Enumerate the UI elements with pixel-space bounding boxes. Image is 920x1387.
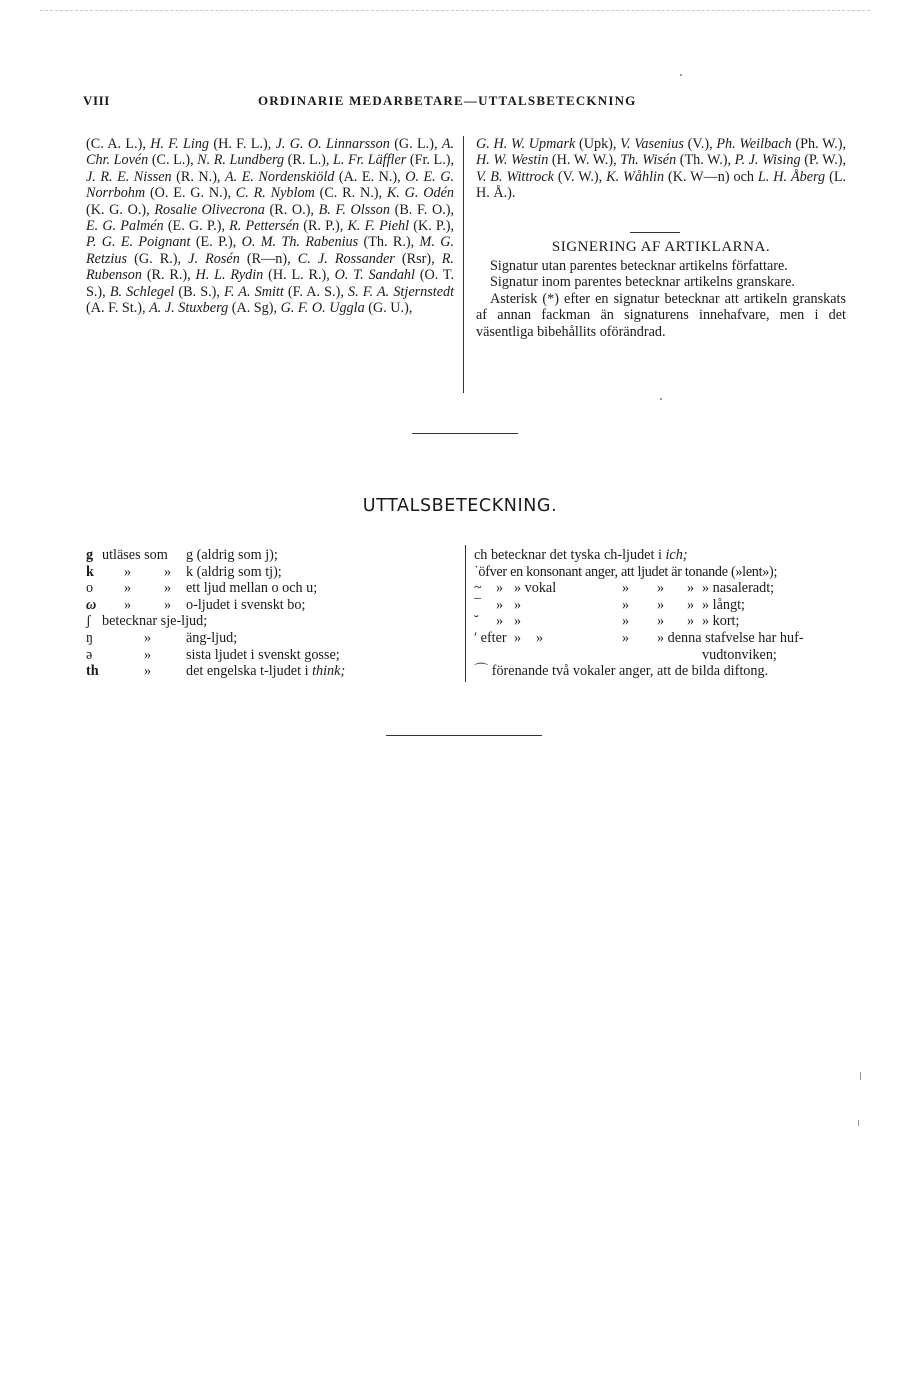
key-marker: » — [164, 563, 172, 580]
contributor-abbreviation: (Fr. L.) — [409, 152, 451, 169]
contributor-name: H. L. Rydin — [195, 267, 264, 284]
key-symbol: ə — [86, 646, 93, 663]
key-marker: » — [514, 629, 522, 646]
key-row — [474, 547, 854, 564]
contributor-abbreviation: (C. R. N.) — [319, 185, 379, 202]
key-marker: » — [144, 646, 152, 663]
key-text — [474, 547, 688, 564]
contributor-name: K. Wåhlin — [606, 168, 665, 185]
key-description: äng-ljud; — [186, 629, 238, 646]
contributor-name: C. R. Nyblom — [235, 185, 315, 202]
contributor-abbreviation: (A. Sg) — [231, 300, 274, 317]
key-marker: » — [687, 613, 695, 630]
key-marker: » — [124, 596, 132, 613]
contributor-abbreviation: (R. P.) — [303, 218, 340, 235]
contributor-name: O. E. G. Norrbohm — [86, 168, 455, 202]
key-marker: » — [657, 580, 665, 597]
key-text-plain: ch betecknar det tyska ch-ljudet i — [474, 547, 662, 563]
key-marker: » — [536, 629, 544, 646]
contributor-abbreviation: (H. L. R.) — [268, 267, 327, 284]
key-description: ett ljud mellan o och u; — [186, 580, 318, 597]
key-marker: » — [622, 629, 630, 646]
contributors-left-column: (C. A. L.), H. F. Ling (H. F. L.), J. G. O. Linnarsson (G. L.), A. Chr. Lovén (C. L.), N. R. Lundberg (R. L.), L. Fr. Läffler (Fr. L.), J. R. E. Nissen (R. N.), A. E. Nordenskiöld (A. E. N.), O. E. G. Norrbohm (O. E. G. N.), C. R. Nyblom (C. R. N.), K. G. Odén (K. G. O.), Rosalie Olivecrona (R. O.), B. F. Olsson (B. F. O.), E. G. Palmén (E. G. P.), R. Pettersén (R. P.), K. F. Piehl (K. P.), P. G. E. Poignant (E. P.), O. M. Th. Rabenius (Th. R.), M. G. Retzius (G. R.), J. Rosén (R—n), C. J. Rossander (Rsr), R. Rubenson (R. R.), H. L. Rydin (H. L. R.), O. T. Sandahl (O. T. S.), B. Schlegel (B. S.), F. A. Smitt (F. A. S.), S. F. A. Stjernstedt (A. F. St.), A. J. Stuxberg (A. Sg), G. F. O. Uggla (G. U.), — [86, 136, 455, 317]
contributor-abbreviation: (E. P.) — [195, 234, 233, 251]
contributor-abbreviation: (C. A. L.) — [86, 136, 143, 152]
contributor-abbreviation: (Upk) — [579, 136, 613, 152]
key-symbol: g — [86, 547, 94, 563]
contributor-abbreviation: (Ph. W.) — [795, 136, 843, 152]
contributor-abbreviation: (P. W.) — [804, 152, 843, 169]
contributor-name: A. J. Stuxberg — [149, 300, 229, 317]
section-rule — [630, 232, 680, 233]
key-row — [86, 564, 456, 581]
contributor-name: H. F. Ling — [150, 136, 210, 152]
contributor-name: J. G. O. Linnarsson — [275, 136, 390, 152]
pronunciation-key-right — [474, 547, 854, 680]
key-symbol: ʹ efter — [474, 629, 507, 646]
key-row — [474, 597, 854, 614]
key-marker: » — [687, 580, 695, 597]
key-row — [474, 613, 854, 630]
joiner-word: och — [729, 168, 758, 185]
contributor-abbreviation: (R. N.) — [176, 168, 217, 185]
key-row — [86, 580, 456, 597]
key-marker: » — [622, 596, 630, 613]
signering-paragraph-3: Asterisk (*) efter en signatur betecknar att artikeln granskats af annan fackman än signaturens innehafvare, men i det väsentliga bibehållits oförändrad. — [476, 290, 846, 340]
key-marker: » — [687, 596, 695, 613]
contributor-name: K. G. Odén — [386, 185, 454, 202]
contributor-abbreviation: (R. L.) — [287, 152, 326, 169]
key-row — [474, 647, 854, 664]
contributor-name: F. A. Smitt — [224, 283, 284, 300]
key-row — [86, 613, 456, 630]
contributor-name: K. F. Piehl — [347, 218, 410, 235]
signering-paragraph-2: Signatur inom parentes betecknar artikelns granskare. — [490, 274, 795, 291]
key-description: » nasaleradt; — [702, 580, 775, 597]
key-description: g (aldrig som j); — [186, 547, 278, 563]
contributor-name: R. Pettersén — [229, 218, 300, 235]
header-title: ORDINARIE MEDARBETARE—UTTALSBETECKNING — [258, 93, 637, 108]
signering-body — [476, 258, 846, 340]
key-symbol: ω — [86, 596, 97, 613]
contributor-name: A. Chr. Lovén — [86, 136, 455, 169]
key-symbol: k — [86, 563, 94, 580]
contributor-abbreviation: (G. U.) — [368, 300, 409, 317]
column-divider — [463, 136, 464, 393]
contributor-abbreviation: (G. L.) — [394, 136, 434, 152]
pronunciation-key-left — [86, 547, 456, 680]
contributor-name: V. B. Wittrock — [476, 168, 554, 185]
key-symbol: ˘ — [474, 613, 479, 630]
scan-speck — [858, 1120, 859, 1126]
contributor-abbreviation: (R. R.) — [146, 267, 188, 284]
scan-artifact-line — [40, 10, 870, 11]
contributor-abbreviation: (Rsr) — [401, 250, 432, 267]
contributor-name: P. J. Wising — [734, 152, 801, 169]
key-marker: » — [144, 629, 152, 646]
contributor-abbreviation: (A. F. St.) — [86, 300, 143, 317]
contributor-name: N. R. Lundberg — [197, 152, 285, 169]
key-description-cont: vudtonviken; — [702, 646, 777, 663]
key-marker: » — [496, 580, 504, 597]
running-header — [83, 93, 846, 113]
contributor-abbreviation: (R. O.) — [269, 201, 311, 218]
contributor-abbreviation: (V.) — [687, 136, 710, 152]
contributor-abbreviation: (K. P.) — [413, 218, 451, 235]
contributor-name: J. Rosén — [188, 250, 240, 267]
key-description: » långt; — [702, 596, 745, 613]
end-rule — [386, 735, 542, 736]
key-row — [474, 580, 854, 597]
uttals-title: UTTALSBETECKNING. — [362, 496, 558, 516]
contributor-name: L. Fr. Läffler — [333, 152, 407, 169]
contributor-abbreviation: (B. S.) — [178, 283, 217, 300]
contributor-abbreviation: (A. E. N.) — [338, 168, 398, 185]
key-symbol: ŋ — [86, 629, 94, 646]
contributor-abbreviation: (Th. R.) — [363, 234, 411, 251]
key-description: » kort; — [702, 613, 740, 630]
key-marker: » — [164, 596, 172, 613]
scan-speck — [860, 1072, 861, 1080]
key-marker: betecknar sje-ljud; — [102, 613, 208, 630]
contributor-abbreviation: (L. H. Å.) — [476, 168, 847, 202]
key-description — [186, 663, 345, 680]
key-row — [86, 647, 456, 664]
contributor-abbreviation: (B. F. O.) — [394, 201, 451, 218]
key-marker: » — [657, 596, 665, 613]
key-marker: » — [124, 563, 132, 580]
key-description: k (aldrig som tj); — [186, 563, 282, 580]
contributor-name: J. R. E. Nissen — [86, 168, 172, 185]
contributor-name: P. G. E. Poignant — [86, 234, 191, 251]
contributor-abbreviation: (V. W.) — [557, 168, 599, 185]
contributor-name: M. G. Retzius — [86, 234, 455, 267]
key-marker: utläses som — [102, 547, 168, 563]
key-symbol: o — [86, 580, 94, 597]
contributor-name: O. M. Th. Rabenius — [241, 234, 359, 251]
key-marker: » — [657, 613, 665, 630]
key-marker: » — [622, 613, 630, 630]
contributor-name: G. H. W. Upmark — [476, 136, 576, 152]
key-row — [474, 630, 854, 647]
contributor-name: Rosalie Olivecrona — [154, 201, 265, 218]
contributor-abbreviation: (K. G. O.) — [86, 201, 147, 218]
key-marker: » — [496, 613, 504, 630]
key-marker: » vokal — [514, 580, 557, 597]
contributor-name: R. Rubenson — [86, 250, 454, 284]
key-column-divider — [465, 545, 466, 682]
contributor-name: C. J. Rossander — [297, 250, 395, 267]
contributor-name: G. F. O. Uggla — [280, 300, 365, 317]
contributor-abbreviation: (Th. W.) — [679, 152, 728, 169]
contributor-name: B. F. Olsson — [318, 201, 390, 218]
key-marker: » — [514, 596, 522, 613]
contributor-abbreviation: (C. L.) — [151, 152, 191, 169]
contributor-abbreviation: (O. E. G. N.) — [149, 185, 228, 202]
key-marker: » — [164, 580, 172, 597]
key-marker: » — [622, 580, 630, 597]
key-marker: » — [514, 613, 522, 630]
key-row — [86, 630, 456, 647]
scan-speck — [660, 398, 662, 400]
key-text: ˙öfver en konsonant anger, att ljudet är tonande (»lent»); — [474, 563, 778, 580]
contributor-name: O. T. Sandahl — [334, 267, 415, 284]
contributor-name: H. W. Westin — [476, 152, 549, 169]
key-description: » denna stafvelse har huf- — [657, 629, 804, 646]
key-symbol: ¯ — [474, 596, 482, 613]
contributor-abbreviation: (E. G. P.) — [167, 218, 222, 235]
contributor-abbreviation: (H. F. L.) — [213, 136, 268, 152]
contributor-name: L. H. Åberg — [757, 168, 826, 185]
contributor-name: E. G. Palmén — [86, 218, 164, 235]
key-description: sista ljudet i svenskt gosse; — [186, 646, 340, 663]
key-description-text: det engelska t-ljudet i — [186, 663, 309, 680]
key-text-italic: ich; — [665, 547, 688, 563]
key-row — [474, 663, 854, 680]
contributors-right-column: G. H. W. Upmark (Upk), V. Vasenius (V.), Ph. Weilbach (Ph. W.), H. W. Westin (H. W. W.), Th. Wisén (Th. W.), P. J. Wising (P. W.), V. B. Wittrock (V. W.), K. Wåhlin (K. W—n) och L. H. Åberg (L. H. Å.). — [476, 136, 847, 202]
key-description: o-ljudet i svenskt bo; — [186, 596, 306, 613]
contributor-name: V. Vasenius — [620, 136, 684, 152]
key-marker: » — [144, 663, 152, 680]
divider-rule — [412, 433, 518, 434]
contributor-abbreviation: (O. T. S.) — [86, 267, 455, 300]
contributor-abbreviation: (F. A. S.) — [287, 283, 341, 300]
key-row — [86, 663, 456, 680]
key-symbol: ʃ — [86, 613, 91, 630]
key-row — [86, 597, 456, 614]
contributor-abbreviation: (K. W—n) — [667, 168, 730, 185]
scan-speck — [680, 74, 682, 76]
contributor-abbreviation: (R—n) — [246, 250, 288, 267]
key-symbol: ~ — [474, 580, 482, 597]
key-row — [474, 564, 854, 581]
key-marker: » — [124, 580, 132, 597]
page-number: VIII — [83, 93, 110, 108]
contributor-name: B. Schlegel — [109, 283, 175, 300]
contributor-name: A. E. Nordenskiöld — [224, 168, 335, 185]
contributor-abbreviation: (H. W. W.) — [551, 152, 614, 169]
contributor-name: Th. Wisén — [620, 152, 677, 169]
key-row — [86, 547, 456, 564]
key-text: ⌒ förenande två vokaler anger, att de bilda diftong. — [474, 663, 769, 680]
key-symbol: th — [86, 663, 99, 680]
signering-paragraph-1: Signatur utan parentes betecknar artikelns författare. — [490, 258, 788, 274]
signering-title: SIGNERING AF ARTIKLARNA. — [551, 239, 771, 255]
contributor-name: S. F. A. Stjernstedt — [348, 283, 455, 300]
contributor-name: Ph. Weilbach — [716, 136, 792, 152]
key-description-italic: think; — [312, 663, 346, 680]
key-marker: » — [496, 596, 504, 613]
contributor-abbreviation: (G. R.) — [134, 250, 178, 267]
